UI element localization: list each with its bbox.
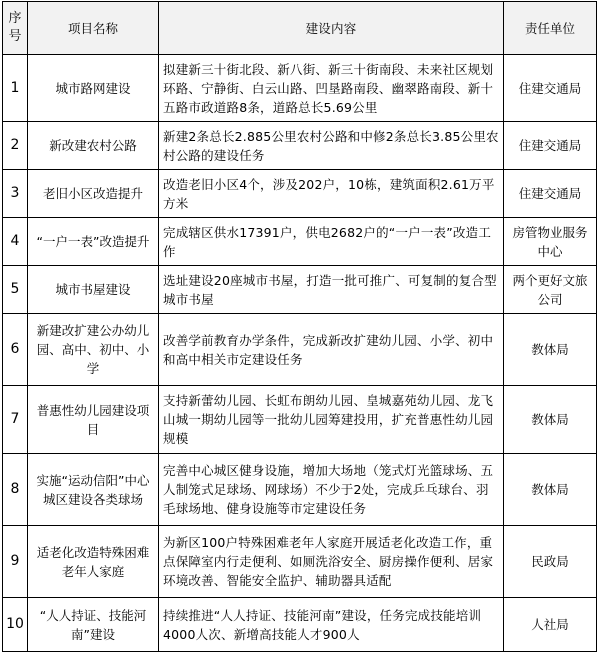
- row-no: 8: [3, 454, 28, 526]
- row-no: 5: [3, 266, 28, 314]
- row-unit: 住建交通局: [504, 55, 597, 122]
- table-row: [3, 598, 597, 652]
- row-name: “人人持证、技能河南”建设: [28, 598, 159, 652]
- row-content: 完成辖区供水17391户，供电2682户的“一户一表”改造工作: [159, 218, 504, 266]
- row-content: 新建2条总长2.885公里农村公路和中修2条总长3.85公里农村公路的建设任务: [159, 122, 504, 170]
- row-name: 新建改扩建公办幼儿园、高中、初中、小学: [28, 314, 159, 386]
- row-name: 城市书屋建设: [28, 266, 159, 314]
- row-no: 1: [3, 55, 28, 122]
- row-content: 拟建新三十街北段、新八街、新三十街南段、未来社区规划环路、宁静街、白云山路、凹垦路南段、幽翠路南段、新十五路市政道路8条，道路总长5.69公里: [159, 55, 504, 122]
- row-name: “一户一表”改造提升: [28, 218, 159, 266]
- table-row: [3, 218, 597, 266]
- row-unit: 住建交通局: [504, 170, 597, 218]
- row-content: 支持新蕾幼儿园、长虹布朗幼儿园、皇城嘉苑幼儿园、龙飞山城一期幼儿园等一批幼儿园筹建投用，扩充普惠性幼儿园规模: [159, 386, 504, 454]
- table-row: [3, 122, 597, 170]
- header-name: 项目名称: [28, 2, 159, 55]
- table-row: [3, 526, 597, 598]
- row-unit: 民政局: [504, 526, 597, 598]
- header-content: 建设内容: [159, 2, 504, 55]
- row-unit: 教体局: [504, 454, 597, 526]
- row-unit: 两个更好文旅公司: [504, 266, 597, 314]
- row-content: 选址建设20座城市书屋，打造一批可推广、可复制的复合型城市书屋: [159, 266, 504, 314]
- row-no: 7: [3, 386, 28, 454]
- row-content: 持续推进“人人持证、技能河南”建设，任务完成技能培训4000人次、新增高技能人才900人: [159, 598, 504, 652]
- row-content: 改善学前教育办学条件，完成新改扩建幼儿园、小学、初中和高中相关市定建设任务: [159, 314, 504, 386]
- table-row: [3, 454, 597, 526]
- table-row: [3, 386, 597, 454]
- row-name: 普惠性幼儿园建设项目: [28, 386, 159, 454]
- row-no: 2: [3, 122, 28, 170]
- row-name: 新改建农村公路: [28, 122, 159, 170]
- row-name: 适老化改造特殊困难老年人家庭: [28, 526, 159, 598]
- table-row: [3, 314, 597, 386]
- row-name: 实施“运动信阳”中心城区建设各类球场: [28, 454, 159, 526]
- row-no: 6: [3, 314, 28, 386]
- row-no: 4: [3, 218, 28, 266]
- row-name: 老旧小区改造提升: [28, 170, 159, 218]
- table-row: [3, 55, 597, 122]
- table-header-row: [3, 2, 597, 55]
- row-unit: 房管物业服务中心: [504, 218, 597, 266]
- row-no: 3: [3, 170, 28, 218]
- project-table: [2, 1, 597, 652]
- row-no: 9: [3, 526, 28, 598]
- row-content: 为新区100户特殊困难老年人家庭开展适老化改造工作，重点保障室内行走便利、如厕洗浴安全、厨房操作便利、居家环境改善、智能安全监护、辅助器具适配: [159, 526, 504, 598]
- header-unit: 责任单位: [504, 2, 597, 55]
- row-unit: 教体局: [504, 314, 597, 386]
- row-unit: 住建交通局: [504, 122, 597, 170]
- row-no: 10: [3, 598, 28, 652]
- row-name: 城市路网建设: [28, 55, 159, 122]
- row-content: 改造老旧小区4个，涉及202户，10栋，建筑面积2.61万平方米: [159, 170, 504, 218]
- row-unit: 教体局: [504, 386, 597, 454]
- row-content: 完善中心城区健身设施，增加大场地（笼式灯光篮球场、五人制笼式足球场、网球场）不少于2处，完成乒乓球台、羽毛球场地、健身设施等市定建设任务: [159, 454, 504, 526]
- table-row: [3, 170, 597, 218]
- header-no: 序号: [3, 2, 28, 55]
- table-row: [3, 266, 597, 314]
- row-unit: 人社局: [504, 598, 597, 652]
